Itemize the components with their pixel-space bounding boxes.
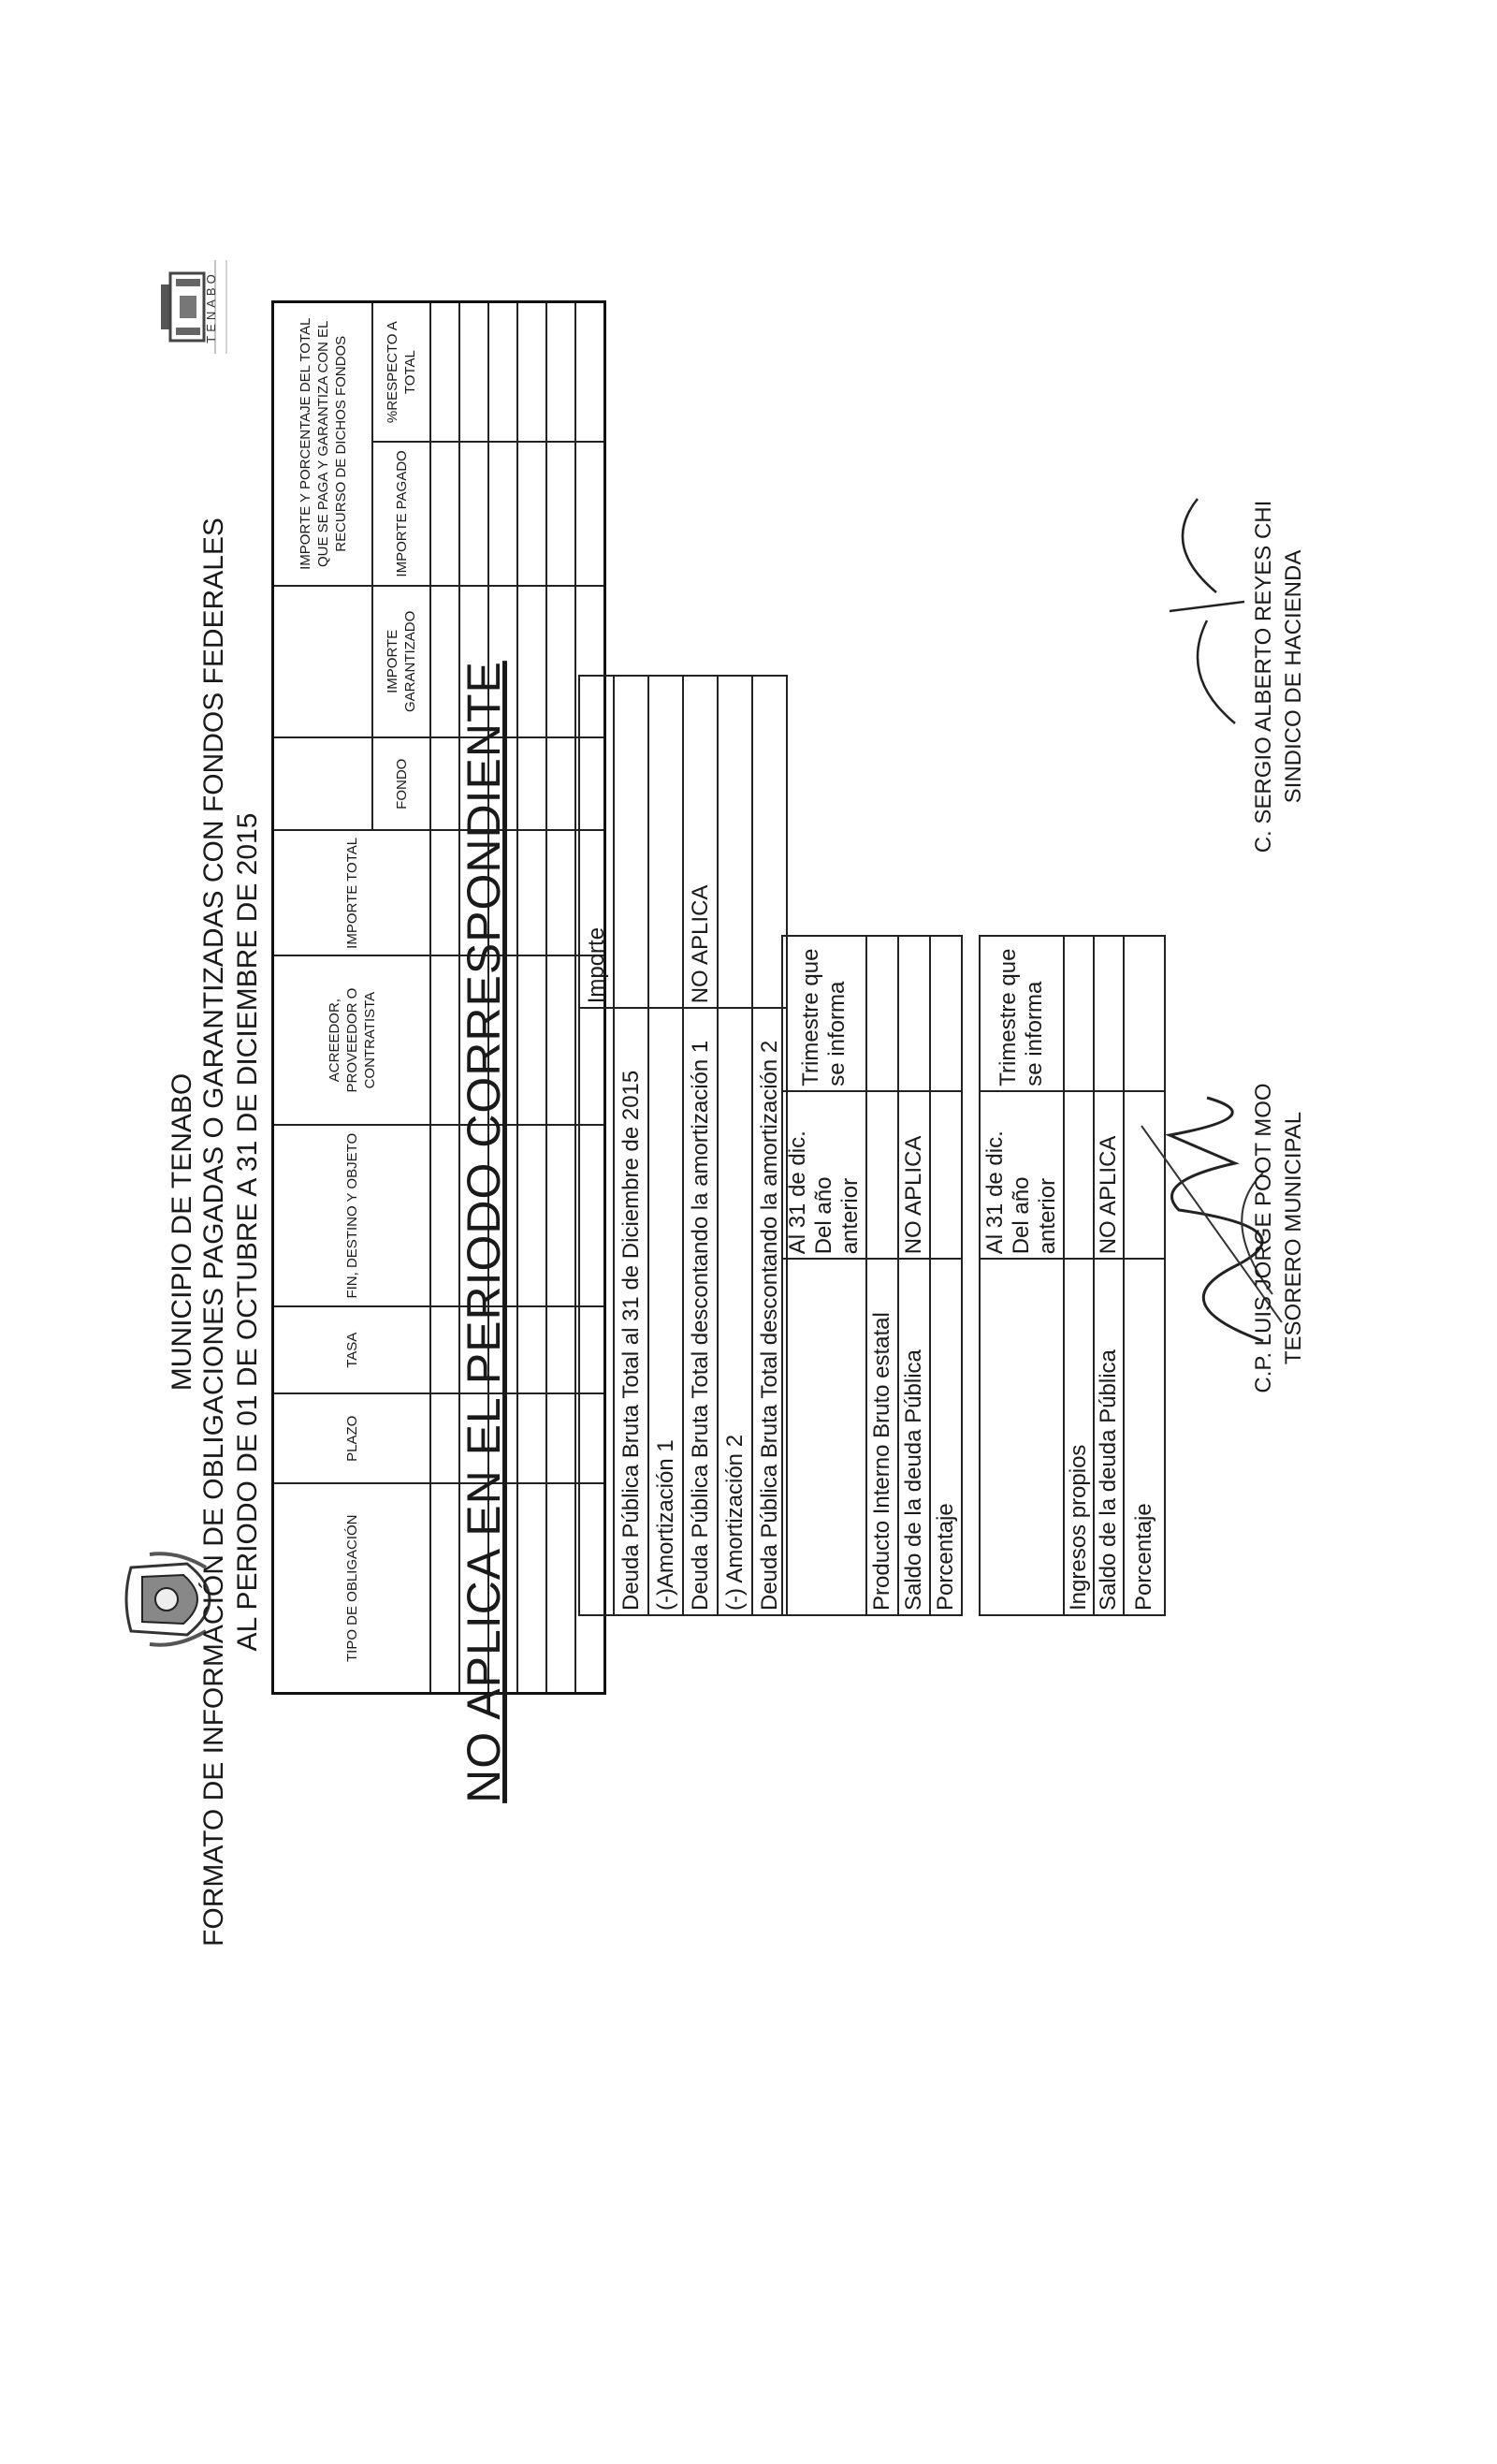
municipality-name: MUNICIPIO DE TENABO bbox=[167, 1072, 197, 1392]
table-row bbox=[683, 676, 718, 1615]
col-respecto-total: %RESPECTO A TOTAL bbox=[372, 302, 430, 443]
pib-row-v2 bbox=[866, 936, 898, 1091]
deuda-row-value bbox=[614, 676, 648, 1008]
tesorero-role: TESORERO MUNICIPAL bbox=[1281, 1111, 1306, 1365]
ing-row-v2 bbox=[1064, 936, 1094, 1091]
deuda-row-label: Deuda Pública Bruta Total descontando la amortización 1 bbox=[683, 1008, 718, 1615]
document-period: AL PERIODO DE 01 DE OCTUBRE A 31 DE DICIEMBRE DE 2015 bbox=[232, 812, 263, 1652]
deuda-row-value: NO APLICA bbox=[683, 676, 718, 1008]
deuda-row-label: (-) Amortización 2 bbox=[718, 1008, 752, 1615]
pib-table bbox=[781, 935, 963, 1616]
ing-header-col2: Trimestre que se informa bbox=[980, 936, 1064, 1091]
table-row bbox=[1064, 936, 1094, 1615]
pib-row-label: Producto Interno Bruto estatal bbox=[866, 1259, 898, 1615]
pib-row-v2 bbox=[898, 936, 930, 1091]
pib-header-blank bbox=[782, 1259, 866, 1615]
table-row bbox=[866, 936, 898, 1615]
deuda-row-value bbox=[718, 676, 752, 1008]
ing-row-v2 bbox=[1124, 936, 1165, 1091]
col-importe-porcentaje: IMPORTE Y PORCENTAJE DEL TOTAL QUE SE PAGA Y GARANTIZA CON EL RECURSO DE DICHOS FONDOS bbox=[273, 302, 373, 586]
table-row bbox=[517, 302, 546, 1694]
signature-block-tesorero bbox=[1249, 995, 1309, 1481]
col-importe-pagado: IMPORTE PAGADO bbox=[372, 442, 430, 585]
pib-row-v2 bbox=[930, 936, 962, 1091]
ing-row-label: Ingresos propios bbox=[1064, 1259, 1094, 1615]
table-row bbox=[898, 936, 930, 1615]
deuda-row-label: Deuda Pública Bruta Total al 31 de Diciembre de 2015 bbox=[614, 1008, 648, 1615]
no-aplica-overlay: NO APLICA EN EL PERIODO CORRESPONDIENTE bbox=[458, 661, 510, 1803]
ing-row-v1 bbox=[1064, 1091, 1094, 1260]
col-acreedor: ACREEDOR, PROVEEDOR O CONTRATISTA bbox=[273, 955, 431, 1124]
logo-right-text: TENABO bbox=[204, 270, 218, 343]
col-importe-total: IMPORTE TOTAL bbox=[273, 830, 431, 955]
col-tipo-obligacion: TIPO DE OBLIGACIÓN bbox=[273, 1484, 431, 1694]
col-fin-destino-objeto: FIN, DESTINO Y OBJETO bbox=[273, 1125, 431, 1307]
table-row bbox=[546, 302, 575, 1694]
deuda-header-blank bbox=[579, 1008, 614, 1615]
table-row bbox=[930, 936, 962, 1615]
pib-row-v1 bbox=[930, 1091, 962, 1260]
pib-row-v1: NO APLICA bbox=[898, 1091, 930, 1260]
col-fondo-top bbox=[273, 737, 373, 830]
ing-row-v1: NO APLICA bbox=[1094, 1091, 1124, 1260]
table-row bbox=[718, 676, 752, 1615]
ing-row-label: Saldo de la deuda Pública bbox=[1094, 1259, 1124, 1615]
col-plazo: PLAZO bbox=[273, 1393, 431, 1484]
deuda-row-value bbox=[648, 676, 683, 1008]
sindico-name: C. SERGIO ALBERTO REYES CHI bbox=[1251, 500, 1276, 853]
obligations-table bbox=[271, 300, 606, 1695]
pib-row-v1 bbox=[866, 1091, 898, 1260]
table-row bbox=[614, 676, 648, 1615]
ing-header-col1: Al 31 de dic. Del año anterior bbox=[980, 1091, 1064, 1260]
col-fondo: FONDO bbox=[372, 737, 430, 830]
pib-row-label: Saldo de la deuda Pública bbox=[898, 1259, 930, 1615]
ing-row-v2 bbox=[1094, 936, 1124, 1091]
right-signature-scribble bbox=[1141, 489, 1254, 733]
col-importe-garantizado: IMPORTE GARANTIZADO bbox=[372, 586, 430, 738]
col-importe-garantizado-top bbox=[273, 586, 373, 738]
tesorero-name: C.P. LUIS JORGE POOT MOO bbox=[1251, 1083, 1276, 1393]
ing-header-blank bbox=[980, 1259, 1064, 1615]
signature-block-sindico bbox=[1249, 480, 1309, 873]
deuda-header-importe: Importe bbox=[579, 676, 614, 1008]
deuda-publica-table bbox=[578, 675, 788, 1616]
pib-header-col1: Al 31 de dic. Del año anterior bbox=[782, 1091, 866, 1260]
document-title: FORMATO DE INFORMACIÓN DE OBLIGACIONES PAGADAS O GARANTIZADAS CON FONDOS FEDERALES bbox=[198, 518, 229, 1946]
deuda-row-label: (-)Amortización 1 bbox=[648, 1008, 683, 1615]
pib-row-label: Porcentaje bbox=[930, 1259, 962, 1615]
table-row bbox=[1094, 936, 1124, 1615]
sindico-role: SINDICO DE HACIENDA bbox=[1281, 549, 1306, 804]
col-tasa: TASA bbox=[273, 1306, 431, 1392]
table-row bbox=[648, 676, 683, 1615]
deuda-row-label: Deuda Pública Bruta Total descontando la amortización 2 bbox=[752, 1008, 787, 1615]
table-row bbox=[430, 302, 459, 1694]
pib-header-col2: Trimestre que se informa bbox=[782, 936, 866, 1091]
ing-row-label: Porcentaje bbox=[1124, 1259, 1165, 1615]
